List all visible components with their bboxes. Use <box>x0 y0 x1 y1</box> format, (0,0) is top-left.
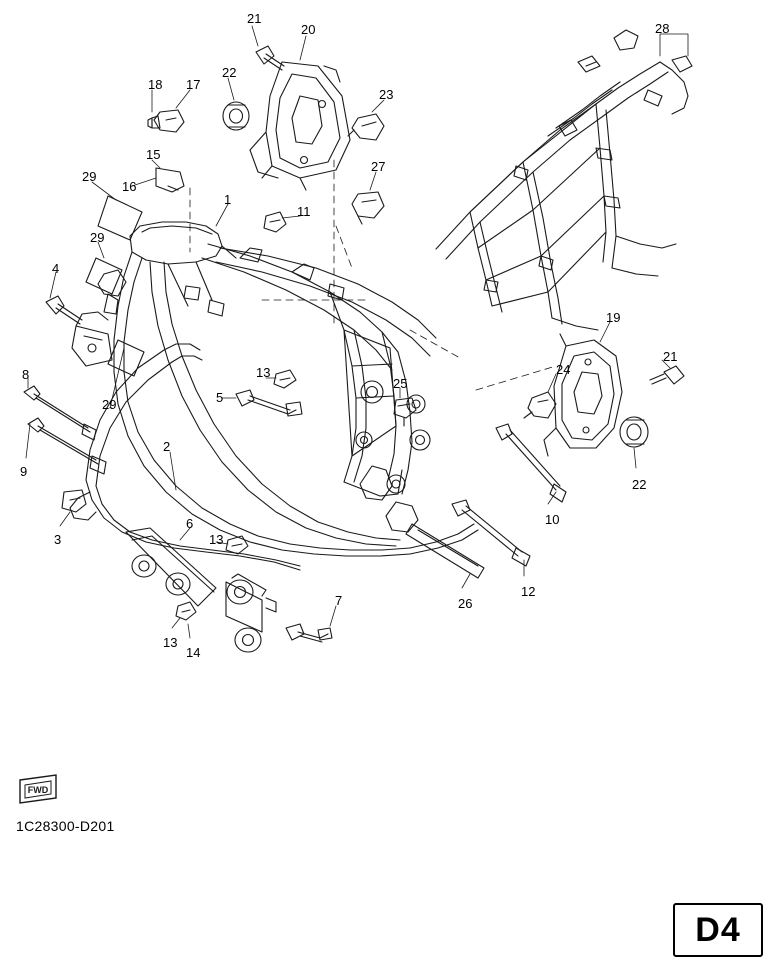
callout-6: 6 <box>186 516 194 531</box>
callout-21: 21 <box>663 349 678 364</box>
callout-3: 3 <box>54 532 62 547</box>
fwd-arrow-icon <box>16 772 60 806</box>
callout-4: 4 <box>52 261 60 276</box>
callout-13: 13 <box>163 635 178 650</box>
alignment-dashes <box>190 160 556 390</box>
callout-22: 22 <box>222 65 237 80</box>
part-20-bracket <box>250 62 350 190</box>
callout-22: 22 <box>632 477 647 492</box>
callout-1: 1 <box>224 192 232 207</box>
callout-10: 10 <box>545 512 560 527</box>
callout-29: 29 <box>82 169 97 184</box>
callout-27: 27 <box>371 159 386 174</box>
callout-17: 17 <box>186 77 201 92</box>
callout-29: 29 <box>90 230 105 245</box>
callout-13: 13 <box>209 532 224 547</box>
callout-5: 5 <box>216 390 224 405</box>
part-code-label: 1C28300-D201 <box>16 818 115 834</box>
rear-subframe <box>436 30 692 330</box>
part-6-crossmember <box>126 528 276 652</box>
part-19-bracket <box>544 334 622 456</box>
callout-19: 19 <box>606 310 621 325</box>
callout-21: 21 <box>247 11 262 26</box>
mid-fasteners <box>226 370 302 554</box>
small-parts <box>223 46 416 426</box>
callout-25: 25 <box>393 376 408 391</box>
callout-23: 23 <box>379 87 394 102</box>
callout-9: 9 <box>20 464 28 479</box>
callout-14: 14 <box>186 645 201 660</box>
page-badge <box>673 903 763 957</box>
fwd-direction-indicator <box>16 772 60 806</box>
callout-2: 2 <box>163 439 171 454</box>
callout-24: 24 <box>556 362 571 377</box>
callout-13: 13 <box>256 365 271 380</box>
callout-29: 29 <box>102 397 117 412</box>
right-side-fasteners <box>286 366 684 642</box>
callout-20: 20 <box>301 22 316 37</box>
callout-28: 28 <box>655 21 670 36</box>
callout-8: 8 <box>22 367 30 382</box>
callout-26: 26 <box>458 596 473 611</box>
callout-18: 18 <box>148 77 163 92</box>
callout-11: 11 <box>297 204 311 219</box>
callout-15: 15 <box>146 147 161 162</box>
callout-12: 12 <box>521 584 536 599</box>
callout-16: 16 <box>122 179 137 194</box>
main-frame-body <box>114 222 478 556</box>
callout-7: 7 <box>335 593 343 608</box>
page-badge-label: D4 <box>695 910 741 949</box>
fwd-text: FWD <box>27 785 49 795</box>
